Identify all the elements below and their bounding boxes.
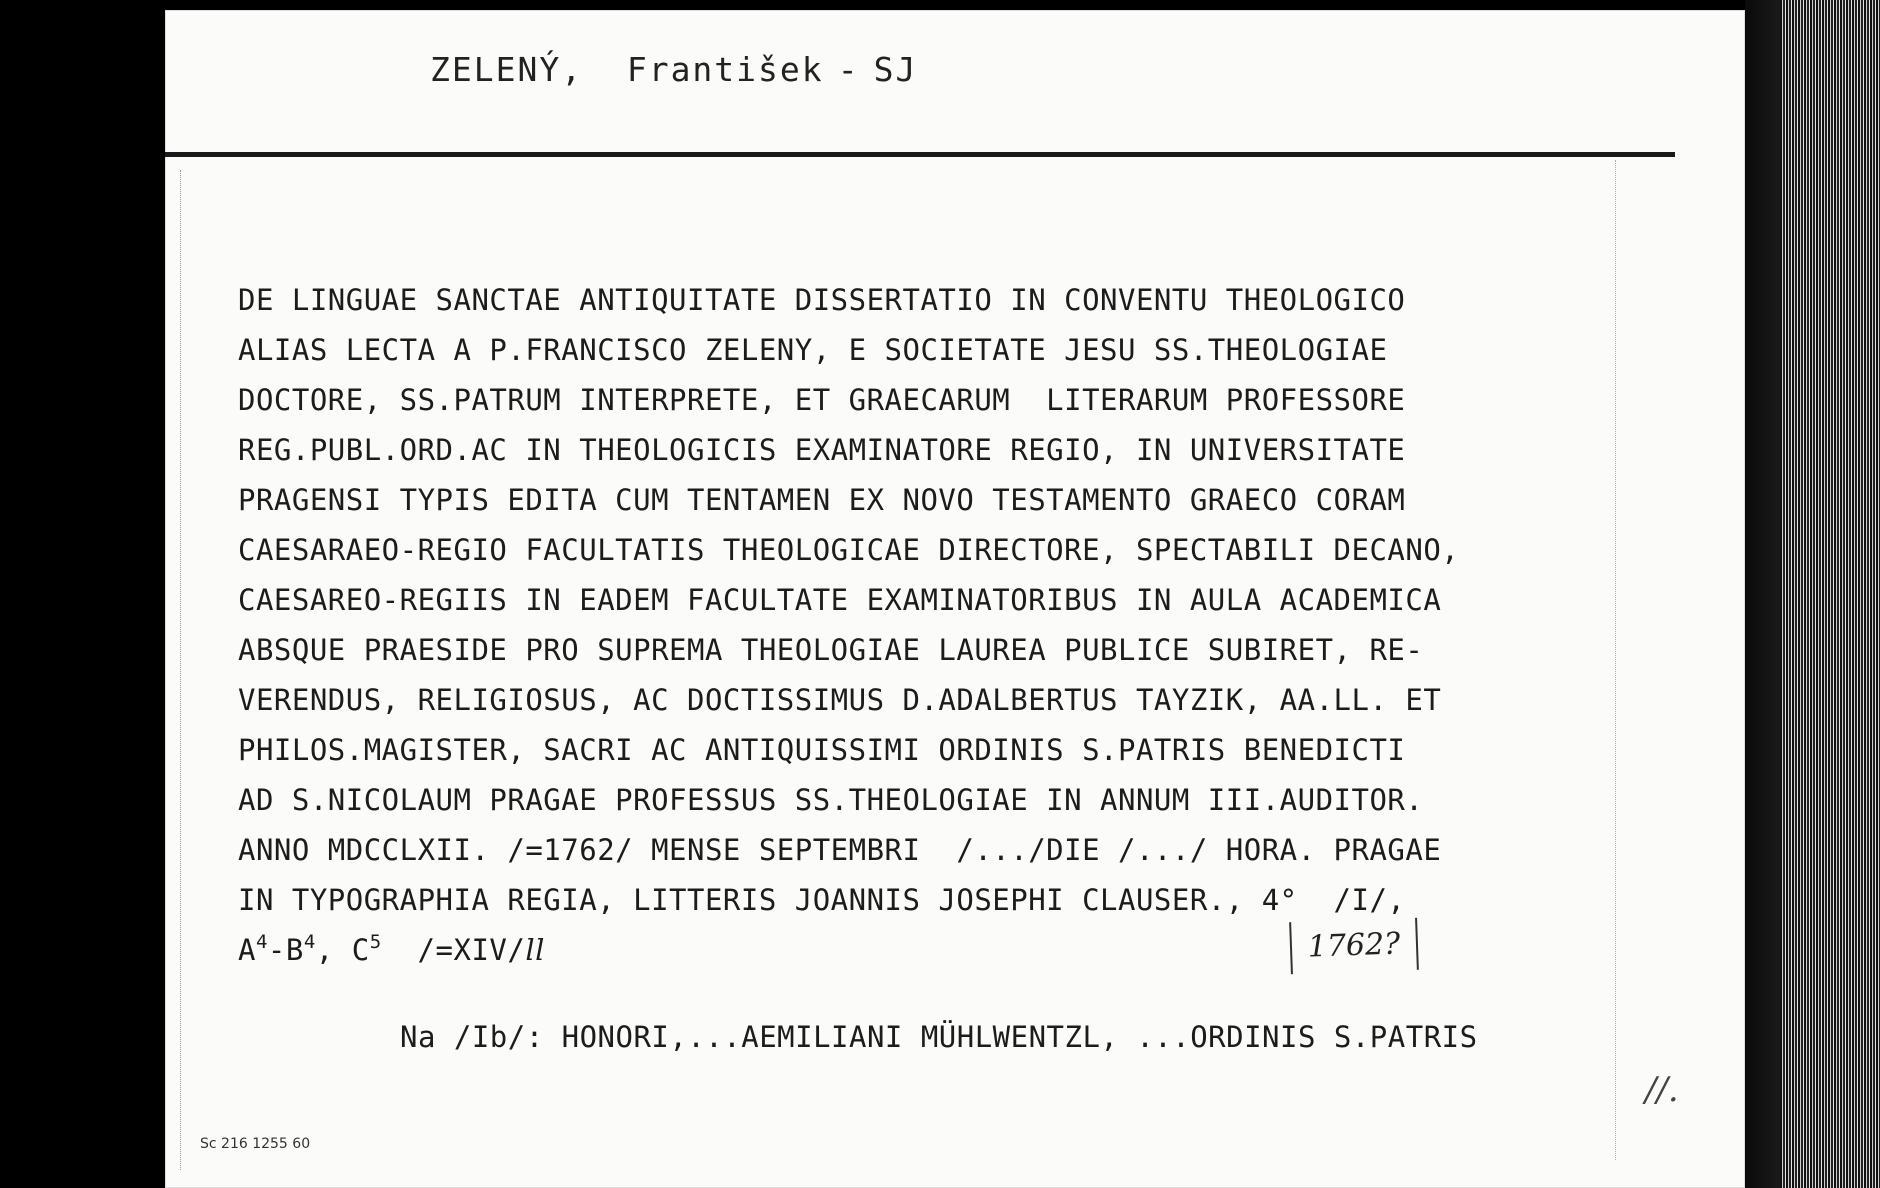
collation-a: A (238, 933, 256, 967)
description-line: VERENDUS, RELIGIOSUS, AC DOCTISSIMUS D.ADALBERTUS TAYZIK, AA.LL. ET (238, 683, 1442, 717)
card-stamp: Sc 216 1255 60 (200, 1136, 311, 1152)
description-line: ABSQUE PRAESIDE PRO SUPREMA THEOLOGIAE LAUREA PUBLICE SUBIRET, RE- (238, 633, 1424, 667)
left-margin-line (180, 170, 181, 1170)
verso-note: Na /Ib/: HONORI,...AEMILIANI MÜHLWENTZL, ...ORDINIS S.PATRIS (400, 1020, 1478, 1054)
description-line: DOCTORE, SS.PATRUM INTERPRETE, ET GRAECARUM LITERARUM PROFESSORE (238, 383, 1406, 417)
bibliographic-description (238, 275, 1608, 975)
scan-edge-stripes (1780, 0, 1880, 1188)
description-line: PRAGENSI TYPIS EDITA CUM TENTAMEN EX NOVO TESTAMENTO GRAECO CORAM (238, 483, 1406, 517)
right-margin-line (1615, 160, 1616, 1160)
description-line: DE LINGUAE SANCTAE ANTIQUITATE DISSERTATIO IN CONVENTU THEOLOGICO (238, 283, 1406, 317)
collation-a-exp: 4 (255, 931, 268, 953)
description-line: REG.PUBL.ORD.AC IN THEOLOGICIS EXAMINATORE REGIO, IN UNIVERSITATE (238, 433, 1406, 467)
description-line: ANNO MDCCLXII. /=1762/ MENSE SEPTEMBRI /.../DIE /.../ HORA. PRAGAE (238, 833, 1442, 867)
description-line: ALIAS LECTA A P.FRANCISCO ZELENY, E SOCIETATE JESU SS.THEOLOGIAE (238, 333, 1388, 367)
author-forename: František (626, 50, 824, 89)
description-line: CAESARAEO-REGIO FACULTATIS THEOLOGICAE DIRECTORE, SPECTABILI DECANO, (238, 533, 1460, 567)
collation-leaves: /=XIV/ (381, 933, 526, 967)
handwritten-year-annotation: 1762? (1289, 918, 1419, 974)
description-line: IN TYPOGRAPHIA REGIA, LITTERIS JOANNIS JOSEPHI CLAUSER., 4° /I/, (238, 883, 1406, 917)
handwritten-leaves-note: ll (525, 933, 545, 967)
collation-b-exp: 4 (303, 931, 316, 953)
description-line: CAESAREO-REGIIS IN EADEM FACULTATE EXAMINATORIBUS IN AULA ACADEMICA (238, 583, 1442, 617)
card-header (430, 50, 917, 89)
header-separator: - (837, 50, 860, 89)
collation-b: -B (267, 933, 304, 967)
scan-border (1745, 0, 1780, 1188)
author-order: SJ (873, 50, 918, 89)
description-line: PHILOS.MAGISTER, SACRI AC ANTIQUISSIMI ORDINIS S.PATRIS BENEDICTI (238, 733, 1406, 767)
description-line: AD S.NICOLAUM PRAGAE PROFESSUS SS.THEOLOGIAE IN ANNUM III.AUDITOR. (238, 783, 1424, 817)
header-rule (165, 152, 1675, 157)
collation-c-exp: 5 (369, 931, 382, 953)
margin-mark: //. (1645, 1070, 1679, 1110)
author-surname: ZELENÝ, (430, 50, 584, 89)
collation-c: , C (315, 933, 370, 967)
